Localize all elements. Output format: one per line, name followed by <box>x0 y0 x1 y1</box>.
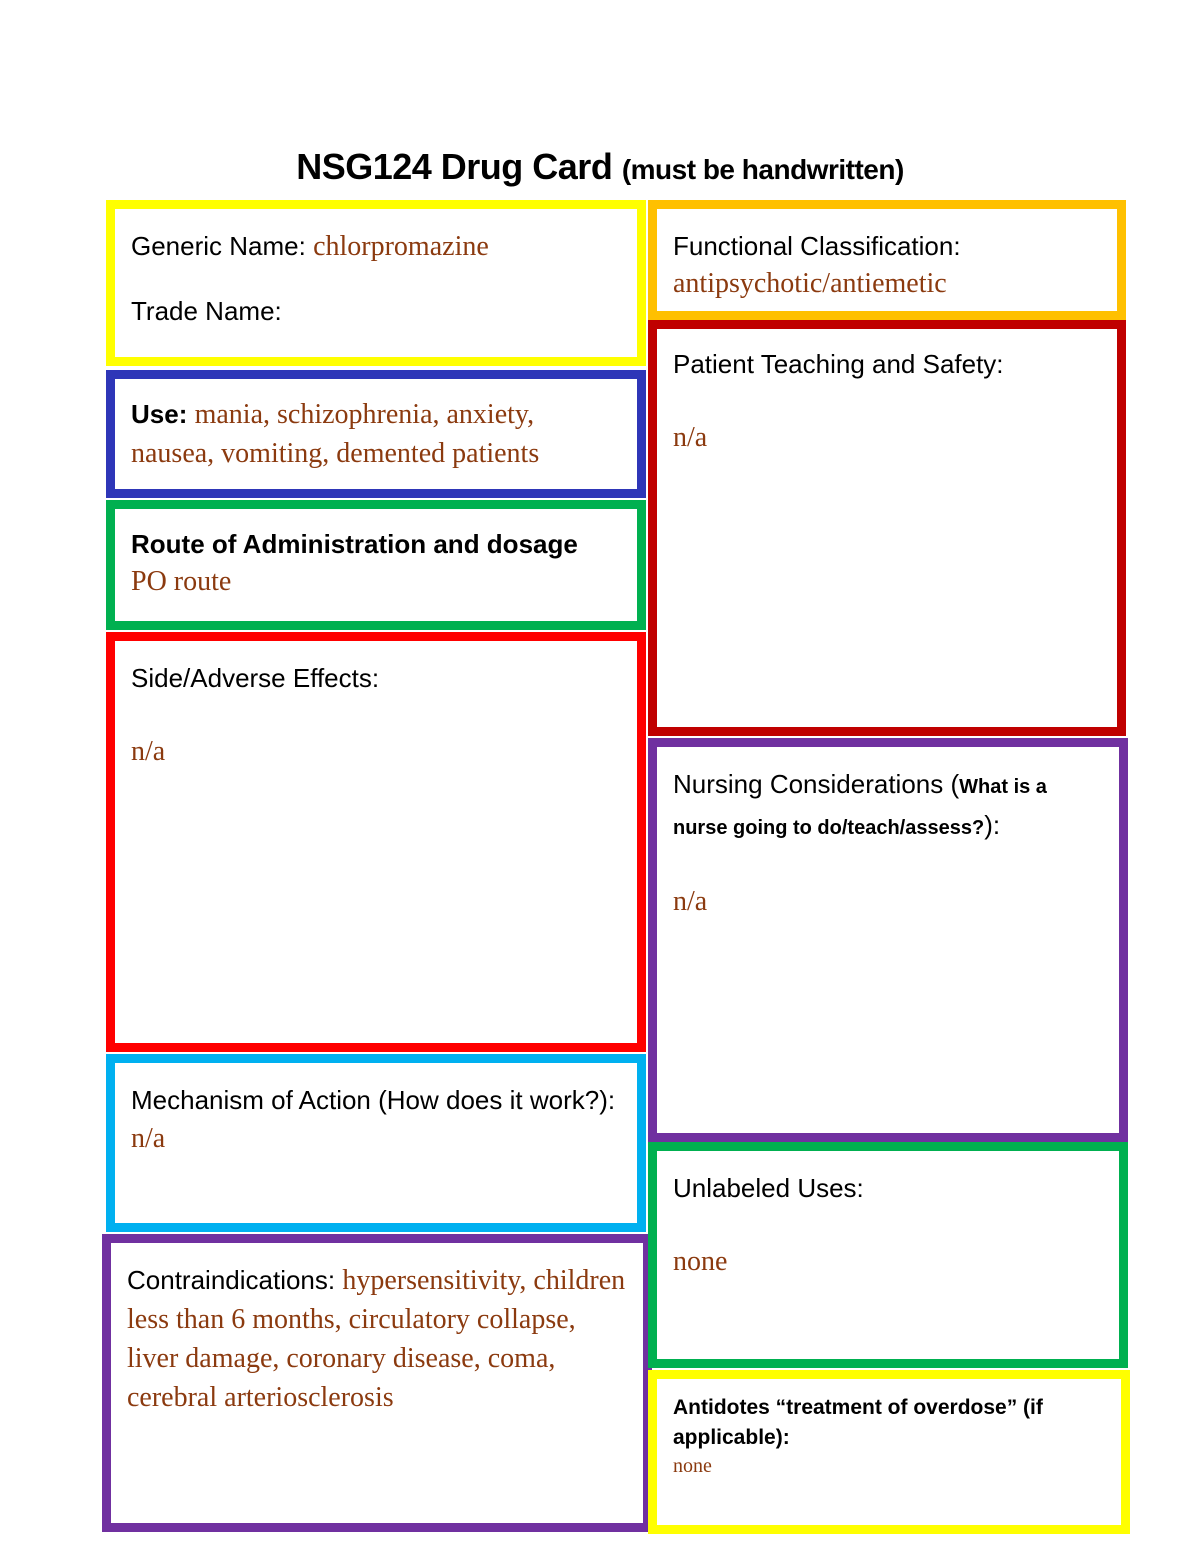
contraindications-box <box>102 1234 652 1532</box>
nursing-box <box>648 738 1128 1142</box>
side-effects-value: n/a <box>131 736 166 767</box>
generic-name-value: chlorpromazine <box>313 231 489 262</box>
antidotes-label: Antidotes “treatment of overdose” (if applicable): <box>673 1396 1043 1449</box>
title-main: NSG124 Drug Card <box>296 146 613 187</box>
mechanism-value: n/a <box>131 1123 166 1154</box>
nursing-label-main: Nursing Considerations ( <box>673 769 960 799</box>
mechanism-box <box>106 1054 646 1232</box>
nursing-label-question: What is a nurse going to do/teach/assess? <box>673 776 1047 839</box>
nursing-label <box>673 765 1103 847</box>
side-effects-box <box>106 632 646 1052</box>
antidotes-box <box>648 1370 1130 1534</box>
generic-name-box <box>106 200 646 366</box>
patient-teaching-box <box>648 320 1126 736</box>
use-label: Use: <box>131 399 188 429</box>
functional-class-value: antipsychotic/antiemetic <box>673 268 947 299</box>
side-effects-label: Side/Adverse Effects: <box>131 663 380 693</box>
page-title <box>0 146 1200 188</box>
title-sub: (must be handwritten) <box>621 154 904 185</box>
trade-name-label: Trade Name: <box>131 296 282 326</box>
unlabeled-uses-value: none <box>673 1246 728 1277</box>
unlabeled-uses-label: Unlabeled Uses: <box>673 1173 864 1203</box>
patient-teaching-label: Patient Teaching and Safety: <box>673 349 1004 379</box>
contraindications-value: hypersensitivity, children less than 6 months, circulatory collapse, liver damage, coronary disease, coma, cerebral arteriosclerosis <box>127 1265 626 1413</box>
use-box <box>106 370 646 498</box>
route-label: Route of Administration and dosage <box>131 529 578 559</box>
route-box <box>106 500 646 630</box>
nursing-label-end: ): <box>984 810 1001 840</box>
generic-name-label: Generic Name: <box>131 231 306 261</box>
functional-class-label: Functional Classification: <box>673 231 961 261</box>
use-value: mania, schizophrenia, anxiety, nausea, vomiting, demented patients <box>131 399 540 469</box>
route-value: PO route <box>131 566 232 597</box>
contraindications-label: Contraindications: <box>127 1265 336 1295</box>
functional-class-box <box>648 200 1126 320</box>
mechanism-label: Mechanism of Action (How does it work?): <box>131 1085 616 1115</box>
patient-teaching-value: n/a <box>673 422 708 453</box>
antidotes-value: none <box>673 1455 712 1477</box>
nursing-value: n/a <box>673 886 708 917</box>
unlabeled-uses-box <box>648 1142 1128 1368</box>
